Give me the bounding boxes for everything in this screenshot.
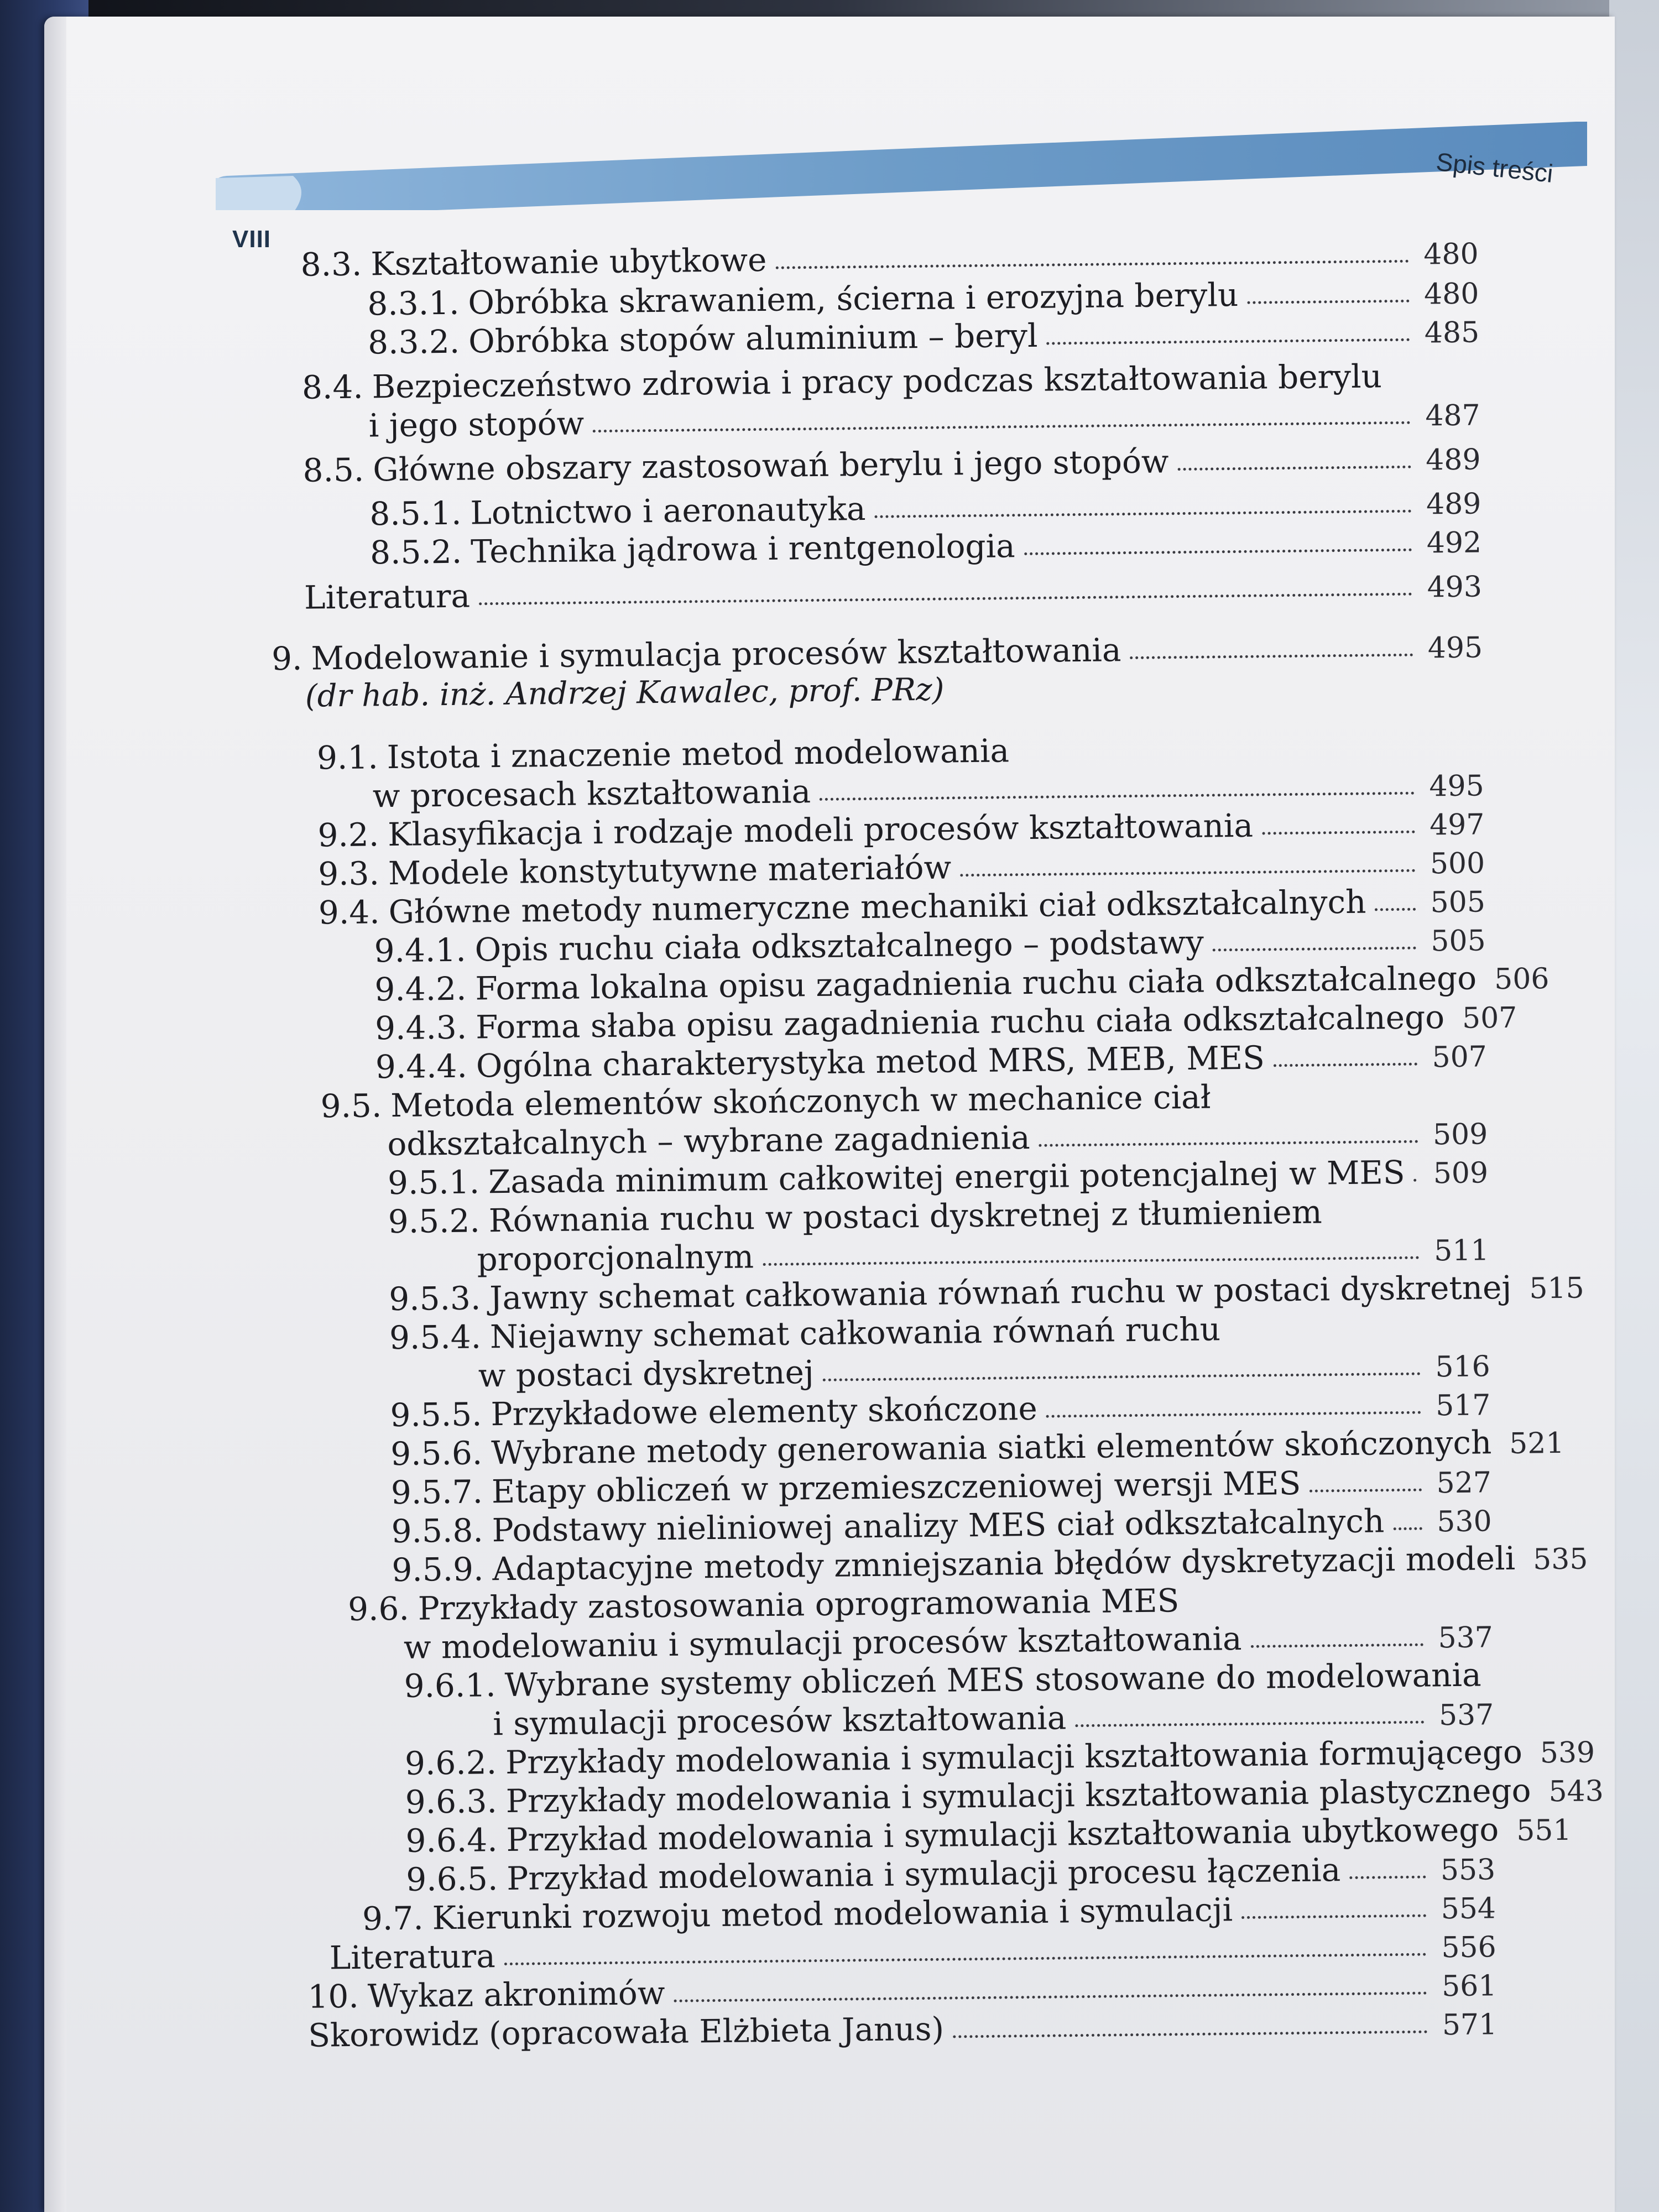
dot-leader xyxy=(1213,946,1416,951)
toc-entry-title: Technika jądrowa i rentgenologia xyxy=(470,527,1016,571)
toc-entry-number: 9. xyxy=(271,639,302,678)
toc-entry-page: 543 xyxy=(1548,1775,1604,1809)
dot-leader xyxy=(776,259,1409,269)
toc-entry-title: Literatura xyxy=(329,1937,496,1977)
toc-entry-page: 521 xyxy=(1509,1426,1564,1460)
toc-entry xyxy=(388,1193,1489,1241)
toc-entry xyxy=(372,768,1485,815)
toc-entry xyxy=(369,525,1482,572)
toc-entry-title: Główne obszary zastosowań berylu i jego stopów xyxy=(372,442,1169,489)
toc-entry xyxy=(492,1697,1494,1743)
toc-entry-title: Przykład modelowania i symulacji kształtowania ubytkowego xyxy=(506,1811,1499,1859)
toc-entry-page: 497 xyxy=(1429,808,1485,842)
toc-entry-number: 9.7. xyxy=(362,1899,424,1938)
toc-entry-title: Jawny schemat całkowania równań ruchu w postaci dyskretnej xyxy=(489,1268,1512,1317)
toc-entry-number: 8.3. xyxy=(300,245,362,284)
toc-entry xyxy=(301,357,1480,406)
toc-entry-number: 9.4.3. xyxy=(374,1008,467,1047)
toc-entry xyxy=(304,569,1483,617)
toc-entry-page: 506 xyxy=(1494,962,1550,997)
toc-entry xyxy=(387,1153,1489,1202)
toc-entry xyxy=(391,1502,1492,1551)
toc-entry-title: i symulacji procesów kształtowania xyxy=(492,1699,1067,1743)
toc-entry-title: i jego stopów xyxy=(368,404,585,445)
toc-entry-number: 9.1. xyxy=(316,738,379,777)
toc-entry xyxy=(375,1039,1488,1086)
toc-entry-title: Przykład modelowania i symulacji procesu łączenia xyxy=(506,1851,1341,1897)
toc-entry xyxy=(388,1268,1584,1318)
dot-leader xyxy=(1349,1875,1426,1879)
toc-entry-number: 9.6.2. xyxy=(404,1744,497,1782)
toc-entry-page: 500 xyxy=(1430,847,1485,881)
toc-entry-number: 9.4.1. xyxy=(374,931,467,970)
toc-entry xyxy=(404,1733,1595,1782)
page-number-label: VIII xyxy=(232,226,272,253)
table-of-contents xyxy=(44,17,1615,2212)
dot-leader xyxy=(1178,465,1411,470)
toc-entry-page: 553 xyxy=(1440,1853,1496,1887)
toc-entry-title: w procesach kształtowania xyxy=(372,773,811,815)
toc-entry xyxy=(347,1581,1493,1628)
dot-leader xyxy=(1046,1411,1421,1417)
toc-entry xyxy=(406,1852,1495,1896)
toc-entry xyxy=(329,1929,1496,1977)
dot-leader xyxy=(1274,1062,1417,1067)
toc-entry xyxy=(477,1233,1489,1279)
toc-entry-page: 537 xyxy=(1438,1621,1494,1655)
toc-entry-page: 492 xyxy=(1426,526,1482,560)
toc-entry-number: 8.5.2. xyxy=(369,533,462,572)
toc-entry-page: 495 xyxy=(1427,631,1483,665)
toc-entry-title: Opis ruchu ciała odkształcalnego – podstawy xyxy=(474,923,1204,969)
toc-entry-title: Obróbka skrawaniem, ścierna i erozyjna berylu xyxy=(468,275,1239,322)
toc-entry xyxy=(271,630,1483,678)
toc-entry-page: 551 xyxy=(1516,1813,1572,1848)
toc-entry-title: w postaci dyskretnej xyxy=(478,1353,815,1395)
toc-entry-page: 556 xyxy=(1441,1931,1496,1965)
toc-entry-page: 571 xyxy=(1442,2008,1498,2042)
toc-entry-number: 9.5.8. xyxy=(391,1511,484,1551)
toc-entry-page: 480 xyxy=(1423,277,1479,311)
toc-entry-page: 511 xyxy=(1433,1234,1489,1268)
toc-entry xyxy=(478,1349,1491,1395)
toc-entry-title: Równania ruchu w postaci dyskretnej z tłumieniem xyxy=(488,1193,1322,1240)
toc-entry xyxy=(405,1771,1604,1821)
toc-entry xyxy=(320,1078,1487,1125)
toc-entry xyxy=(389,1310,1490,1357)
toc-entry-title: Obróbka stopów aluminium – beryl xyxy=(468,316,1038,361)
toc-entry-page: 505 xyxy=(1431,924,1486,958)
dot-leader xyxy=(823,1372,1421,1381)
book-page xyxy=(44,17,1615,2212)
dot-leader xyxy=(820,791,1415,800)
toc-entry-title: Modele konstytutywne materiałów xyxy=(388,848,952,893)
dot-leader xyxy=(953,2030,1427,2038)
toc-entry-page: 516 xyxy=(1435,1350,1491,1384)
toc-entry-number: 9.2. xyxy=(317,816,379,854)
toc-entry xyxy=(390,1464,1492,1512)
toc-entry-number: 9.6.3. xyxy=(405,1782,498,1821)
dot-leader xyxy=(593,421,1411,432)
dot-leader xyxy=(763,1256,1419,1265)
toc-entry-number: 9.6.1. xyxy=(404,1666,496,1705)
toc-entry-number: 9.3. xyxy=(317,854,380,893)
dot-leader xyxy=(1262,830,1415,834)
toc-entry xyxy=(369,486,1481,533)
toc-entry-title: (dr hab. inż. Andrzej Kawalec, prof. PRz) xyxy=(305,671,945,714)
toc-entry-page: 537 xyxy=(1438,1698,1494,1733)
dot-leader xyxy=(1310,1488,1422,1492)
toc-entry xyxy=(390,1387,1491,1434)
toc-entry-number: 9.5.5. xyxy=(390,1395,482,1434)
toc-entry-title: Literatura xyxy=(304,577,471,617)
toc-entry-title: proporcjonalnym xyxy=(477,1238,754,1279)
toc-entry-title: Wybrane metody generowania siatki elementów skończonych xyxy=(491,1423,1492,1472)
toc-entry-title: Klasyfikacja i rodzaje modeli procesów kształtowania xyxy=(387,806,1254,854)
toc-entry-title: Kierunki rozwoju metod modelowania i symulacji xyxy=(432,1891,1233,1937)
toc-entry xyxy=(367,275,1479,323)
toc-entry-title: Przykłady modelowania i symulacji kształtowania plastycznego xyxy=(505,1771,1531,1820)
dot-leader xyxy=(1414,1178,1419,1181)
dot-leader xyxy=(1247,299,1409,304)
toc-entry xyxy=(374,998,1517,1047)
toc-entry-page: 554 xyxy=(1441,1892,1496,1926)
toc-entry-page: 495 xyxy=(1429,769,1485,804)
section-title: Spis treści xyxy=(1434,147,1554,188)
toc-entry-title: Modelowanie i symulacja procesów kształtowania xyxy=(311,631,1121,677)
toc-entry xyxy=(300,236,1479,284)
background-right xyxy=(1609,0,1659,2212)
toc-entry xyxy=(318,883,1486,932)
toc-entry-title: Lotnictwo i aeronautyka xyxy=(470,490,866,532)
dot-leader xyxy=(674,1991,1427,2002)
toc-entry-title: Forma słaba opisu zagadnienia ruchu ciała odkształcalnego xyxy=(475,998,1445,1046)
toc-entry-title: Metoda elementów skończonych w mechanice ciał xyxy=(390,1078,1211,1125)
toc-entry-page: 505 xyxy=(1430,885,1486,920)
dot-leader xyxy=(1241,1914,1426,1918)
toc-entry-page: 530 xyxy=(1437,1505,1492,1539)
toc-entry-number: 8.4. xyxy=(301,368,364,406)
toc-entry-page: 493 xyxy=(1427,570,1483,604)
toc-entry-title: Główne metody numeryczne mechaniki ciał odkształcalnych xyxy=(388,883,1366,931)
toc-entry-page: 480 xyxy=(1423,237,1479,272)
toc-entry xyxy=(390,1423,1564,1473)
toc-entry xyxy=(405,1811,1572,1860)
toc-entry-title: Ogólna charakterystyka metod MRS, MEB, MES xyxy=(476,1039,1265,1085)
toc-entry-page: 515 xyxy=(1529,1271,1584,1306)
toc-entry-number: 9.5.3. xyxy=(388,1279,481,1318)
toc-entry-page: 527 xyxy=(1436,1466,1492,1500)
dot-leader xyxy=(1130,653,1413,659)
toc-entry xyxy=(404,1656,1493,1705)
toc-entry-number: 9.6.4. xyxy=(405,1821,498,1860)
toc-entry-page: 489 xyxy=(1426,487,1481,521)
toc-entry-title: Wykaz akronimów xyxy=(367,1974,665,2015)
toc-entry xyxy=(316,729,1484,777)
toc-entry-number: 10. xyxy=(307,1977,359,2016)
toc-entry-title: Wybrane systemy obliczeń MES stosowane do modelowania xyxy=(504,1656,1481,1704)
toc-entry xyxy=(392,1539,1588,1589)
toc-entry-page: 509 xyxy=(1433,1156,1489,1191)
toc-entry-title: Skorowidz (opracowała Elżbieta Janus) xyxy=(307,2010,945,2054)
toc-entry-number: 9.5.7. xyxy=(390,1473,483,1512)
toc-entry-number: 9.5.2. xyxy=(388,1202,481,1241)
toc-entry-number: 9.5.1. xyxy=(387,1163,480,1202)
toc-entry-page: 507 xyxy=(1432,1040,1488,1074)
dot-leader xyxy=(1375,907,1416,911)
dot-leader xyxy=(1024,548,1412,555)
toc-entry-title: Przykłady modelowania i symulacji kształtowania formującego xyxy=(505,1733,1523,1781)
toc-entry-number: 9.6.5. xyxy=(405,1860,498,1898)
toc-entry-number: 8.3.2. xyxy=(367,322,460,362)
toc-entry-page: 535 xyxy=(1532,1542,1588,1577)
toc-entry-title: Przykładowe elementy skończone xyxy=(491,1389,1038,1433)
toc-entry-title: Przykłady zastosowania oprogramowania MES xyxy=(418,1582,1180,1627)
toc-entry xyxy=(403,1620,1494,1666)
toc-entry-title: Podstawy nieliniowej analizy MES ciał odkształcalnych xyxy=(492,1502,1385,1550)
toc-entry-page: 517 xyxy=(1435,1389,1491,1423)
dot-leader xyxy=(960,869,1415,877)
dot-leader xyxy=(1393,1527,1422,1530)
toc-entry-page: 539 xyxy=(1540,1736,1595,1770)
toc-entry-number: 9.4. xyxy=(318,893,380,932)
toc-entry xyxy=(387,1117,1488,1164)
toc-entry-title: Niejawny schemat całkowania równań ruchu xyxy=(489,1310,1221,1356)
toc-entry-page: 507 xyxy=(1462,1001,1517,1035)
dot-leader xyxy=(1251,1643,1423,1647)
toc-entry-number: 9.6. xyxy=(347,1589,410,1628)
toc-entry-title: Zasada minimum całkowitej energii potencjalnej w MES xyxy=(488,1153,1405,1201)
dot-leader xyxy=(504,1953,1427,1965)
toc-entry-number: 9.5.4. xyxy=(389,1318,482,1357)
toc-entry-title: Istota i znaczenie metod modelowania xyxy=(387,732,1010,776)
toc-entry-number: 8.5. xyxy=(302,451,364,489)
toc-entry-title: w modelowaniu i symulacji procesów kształtowania xyxy=(403,1620,1242,1666)
toc-entry-number: 9.5.9. xyxy=(392,1550,484,1589)
toc-entry-title: Etapy obliczeń w przemieszczeniowej wersji MES xyxy=(491,1464,1301,1511)
toc-entry-number: 8.5.1. xyxy=(369,494,462,533)
dot-leader xyxy=(1075,1720,1424,1727)
toc-entry-number: 8.3.1. xyxy=(367,284,460,323)
dot-leader xyxy=(1047,338,1410,345)
toc-entry xyxy=(302,442,1481,489)
toc-entry-number: 9.4.4. xyxy=(375,1047,468,1086)
toc-entry-title: Kształtowanie ubytkowe xyxy=(371,241,767,283)
toc-entry-title: Bezpieczeństwo zdrowia i pracy podczas kształtowania berylu xyxy=(372,357,1383,406)
toc-entry-title: odkształcalnych – wybrane zagadnienia xyxy=(387,1118,1030,1164)
toc-entry-page: 487 xyxy=(1425,399,1480,433)
toc-entry xyxy=(362,1891,1496,1938)
toc-entry xyxy=(367,315,1480,362)
toc-entry-number: 9.5.6. xyxy=(390,1434,483,1473)
dot-leader xyxy=(479,592,1412,605)
toc-entry-number: 9.5. xyxy=(320,1087,382,1125)
toc-entry-page: 485 xyxy=(1424,316,1480,350)
toc-entry-title: Forma lokalna opisu zagadnienia ruchu ciała odkształcalnego xyxy=(475,959,1477,1008)
toc-entry-number: 9.4.2. xyxy=(374,969,467,1009)
dot-leader xyxy=(1039,1140,1418,1146)
toc-entry-page: 489 xyxy=(1425,443,1481,477)
dot-leader xyxy=(875,509,1412,518)
toc-entry-page: 509 xyxy=(1432,1118,1488,1152)
toc-entry xyxy=(317,806,1485,854)
toc-entry-title: Adaptacyjne metody zmniejszania błędów dyskretyzacji modeli xyxy=(492,1539,1516,1588)
toc-entry xyxy=(368,398,1480,445)
toc-entry-page: 561 xyxy=(1441,1969,1497,2004)
